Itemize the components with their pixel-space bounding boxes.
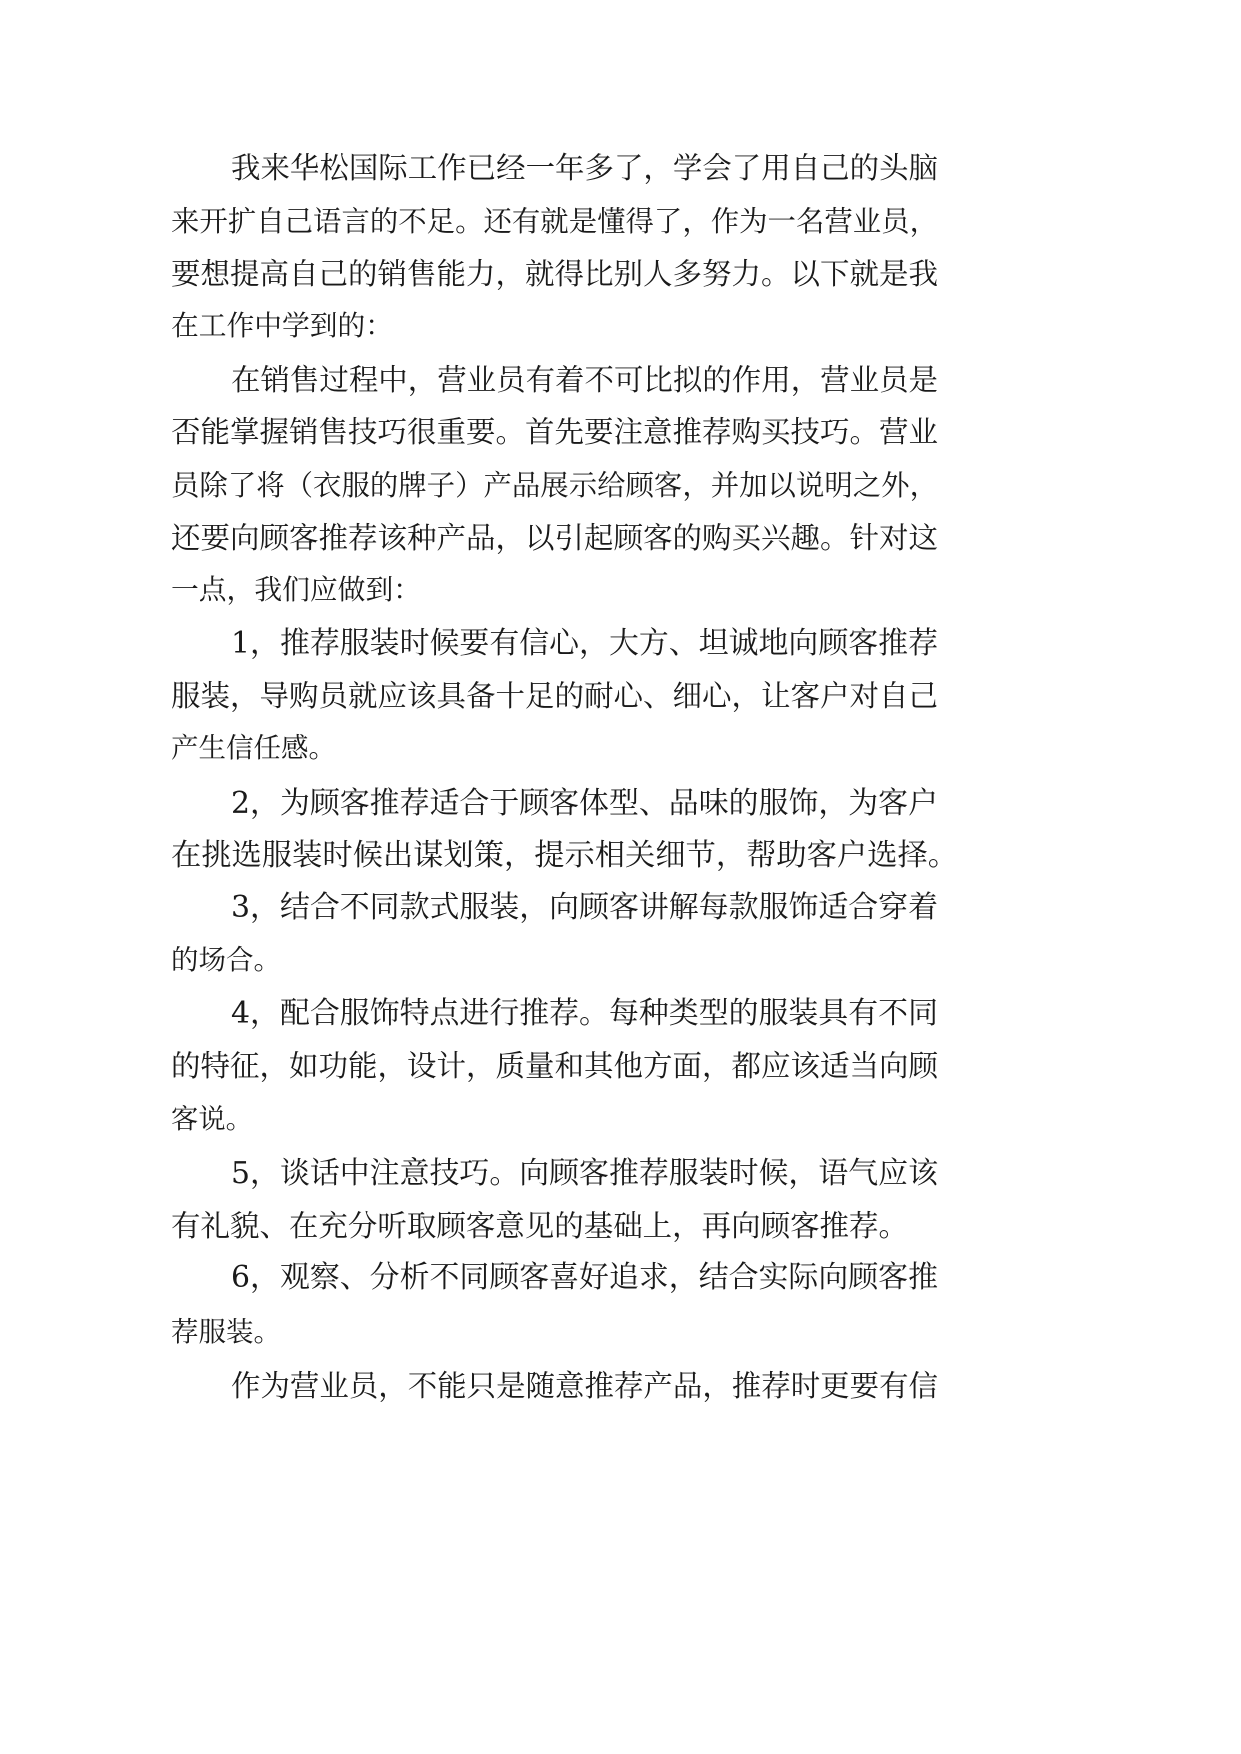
line-text: 员除了将（衣服的牌子）产品展示给顾客，并加以说明之外， [171, 469, 938, 502]
text-line [0, 774, 1241, 834]
line-text: 4，配合服饰特点进行推荐。每种类型的服装具有不同 [231, 996, 938, 1031]
text-line [0, 984, 1241, 1044]
text-line [0, 138, 1241, 198]
line-text: 有礼貌、在充分听取顾客意见的基础上，再向顾客推荐。 [171, 1209, 908, 1243]
line-text: 一点，我们应做到： [171, 573, 422, 606]
line-text: 来开扩自己语言的不足。还有就是懂得了，作为一名营业员， [171, 205, 938, 238]
line-text: 5，谈话中注意技巧。向顾客推荐服装时候，语气应该 [231, 1156, 938, 1191]
text-line [0, 192, 1241, 252]
text-line [0, 1248, 1241, 1308]
line-text: 要想提高自己的销售能力，就得比别人多努力。以下就是我 [171, 257, 939, 291]
text-line [0, 1356, 1241, 1416]
text-line [0, 666, 1241, 726]
text-line [0, 508, 1241, 568]
text-line [0, 930, 1241, 990]
line-text: 否能掌握销售技巧很重要。首先要注意推荐购买技巧。营业 [171, 415, 939, 449]
line-text: 作为营业员，不能只是随意推荐产品，推荐时更要有信 [231, 1369, 938, 1403]
text-line [0, 560, 1241, 620]
line-text: 我来华松国际工作已经一年多了，学会了用自己的头脑 [231, 151, 938, 185]
line-text: 在挑选服装时候出谋划策，提示相关细节，帮助客户选择。 [171, 838, 959, 873]
line-text: 2，为顾客推荐适合于顾客体型、品味的服饰，为客户 [231, 786, 938, 821]
text-line [0, 296, 1241, 356]
line-text: 1，推荐服装时候要有信心，大方、坦诚地向顾客推荐 [231, 626, 938, 661]
line-text: 荐服装。 [171, 1316, 281, 1348]
line-text: 产生信任感。 [171, 732, 336, 764]
line-text: 在工作中学到的： [171, 309, 394, 342]
text-line [0, 1302, 1241, 1362]
line-text: 客说。 [171, 1104, 254, 1135]
text-line [0, 1090, 1241, 1150]
text-line [0, 826, 1241, 886]
line-text: 的特征，如功能，设计，质量和其他方面，都应该适当向顾 [171, 1049, 939, 1083]
text-line [0, 244, 1241, 304]
line-text: 6，观察、分析不同顾客喜好追求，结合实际向顾客推 [231, 1260, 938, 1295]
line-text: 服装，导购员就应该具备十足的耐心、细心，让客户对自己 [171, 679, 939, 713]
text-line [0, 718, 1241, 778]
text-line [0, 1144, 1241, 1204]
text-line [0, 878, 1241, 938]
text-line [0, 350, 1241, 410]
text-line [0, 614, 1241, 674]
text-line [0, 1036, 1241, 1096]
text-line [0, 1196, 1241, 1256]
line-text: 3，结合不同款式服装，向顾客讲解每款服饰适合穿着 [231, 890, 938, 925]
text-line [0, 456, 1241, 516]
text-line [0, 402, 1241, 462]
line-text: 的场合。 [171, 944, 281, 976]
line-text: 在销售过程中，营业员有着不可比拟的作用，营业员是 [231, 363, 938, 397]
line-text: 还要向顾客推荐该种产品，以引起顾客的购买兴趣。针对这 [171, 521, 939, 555]
